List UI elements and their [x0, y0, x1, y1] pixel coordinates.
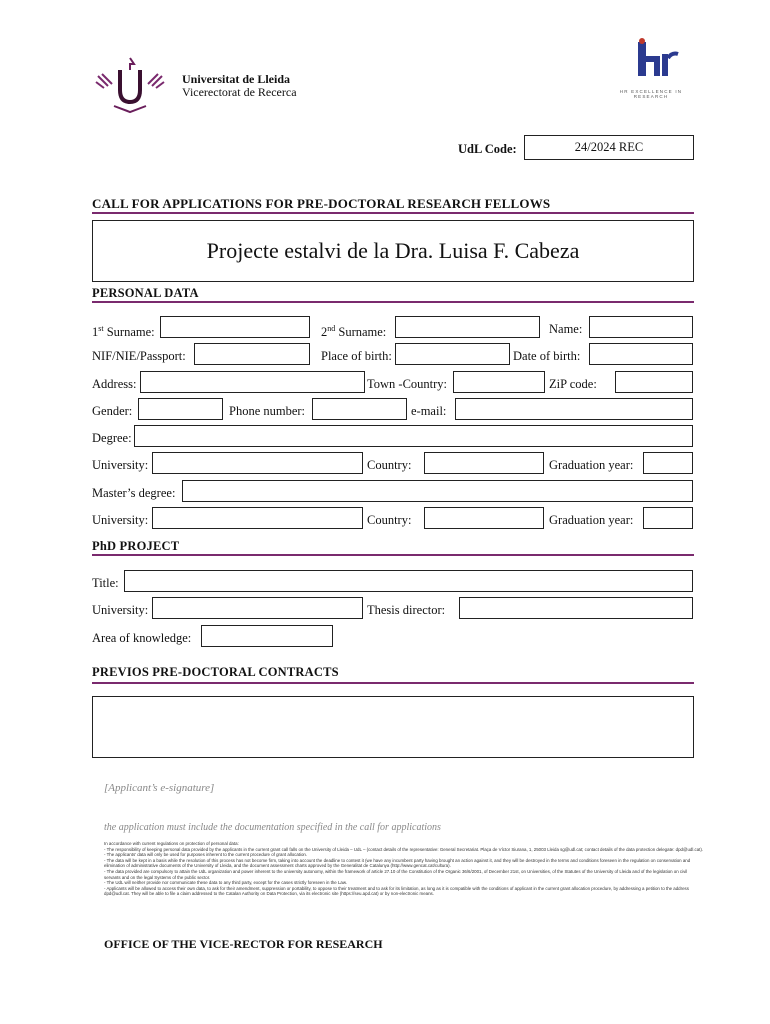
email-label: e-mail:: [411, 404, 447, 418]
previous-contracts-heading: PREVIOS PRE-DOCTORAL CONTRACTS: [92, 665, 339, 679]
udl-logo: [94, 56, 166, 116]
place-of-birth-label: Place of birth:: [321, 349, 392, 363]
hr-logo-text: HR EXCELLENCE IN RESEARCH: [619, 89, 683, 99]
privacy-line: - The data will be kept in a basis while the resolution of this process has not become firm, taking into account the deadline to contest it (we have any incumbent party having brought an action against it, and they will be destroyed in the terms and conditions foreseen in the regulation on conservation and elimination of administrative documents of the University of Lleida, and the document assessment charts approved by the Generalitat de Catalunya (http://www.gencat.cat/cultura).: [104, 857, 691, 869]
phone-field[interactable]: [312, 398, 407, 420]
phd-title-label: Title:: [92, 576, 119, 590]
privacy-line: - The UdL will neither provide nor communicate these data to any third party, except for the cases strictly foreseen in the Law.: [104, 880, 347, 886]
graduation-year-field[interactable]: [643, 452, 693, 474]
masters-field[interactable]: [182, 480, 693, 502]
town-country-label: Town -Country:: [367, 377, 448, 391]
privacy-line: - The responsibility of keeping personal data provided by the applicants in the current grant call falls on the University of Lleida – UdL – (contact details of the representative: General Secretariat. Plaça de Víctor Siurana, 1, 25003 Lleida sg@udl.cat; contact details of the data protection delegate: dpd@udl.cat).: [104, 846, 704, 852]
country2-label: Country:: [367, 513, 412, 527]
graduation-year-label: Graduation year:: [549, 458, 634, 472]
zip-code-field[interactable]: [615, 371, 693, 393]
graduation-year2-field[interactable]: [643, 507, 693, 529]
name-field[interactable]: [589, 316, 693, 338]
country-field[interactable]: [424, 452, 544, 474]
degree-field[interactable]: [134, 425, 693, 447]
email-field[interactable]: [455, 398, 693, 420]
udl-code-field[interactable]: [524, 135, 694, 160]
call-title-rule: [92, 212, 694, 214]
vicerectorat-name: Vicerectorat de Recerca: [182, 85, 297, 99]
footer-office: OFFICE OF THE VICE-RECTOR FOR RESEARCH: [104, 937, 383, 951]
thesis-director-label: Thesis director:: [367, 603, 446, 617]
privacy-line: - The applicants' data will only be used for purposes inherent to the current procedure of grant allocation.: [104, 852, 308, 858]
phd-university-label: University:: [92, 603, 149, 617]
surname2-field[interactable]: [395, 316, 540, 338]
university-name: Universitat de Lleida: [182, 72, 290, 86]
call-title: CALL FOR APPLICATIONS FOR PRE-DOCTORAL RESEARCH FELLOWS: [92, 196, 551, 211]
country-label: Country:: [367, 458, 412, 472]
thesis-director-field[interactable]: [459, 597, 693, 619]
surname2-label-text: Surname:: [338, 325, 387, 340]
area-of-knowledge-label: Area of knowledge:: [92, 631, 192, 645]
surname1-label-text: Surname:: [106, 325, 155, 340]
town-country-field[interactable]: [453, 371, 545, 393]
address-label: Address:: [92, 377, 137, 391]
phd-project-heading: PhD PROJECT: [92, 539, 180, 553]
surname2-label: 2nd Surname:: [321, 324, 387, 340]
previous-contracts-field[interactable]: [92, 696, 694, 758]
privacy-line: In accordance with current regulations on protection of personal data:: [104, 841, 239, 846]
project-title-box: [92, 220, 694, 282]
udl-logo-icon: [94, 56, 166, 116]
surname1-label: 1st Surname:: [92, 324, 155, 340]
area-of-knowledge-field[interactable]: [201, 625, 333, 647]
address-field[interactable]: [140, 371, 365, 393]
nif-field[interactable]: [194, 343, 310, 365]
documentation-note: the application must include the documentation specified in the call for applications: [104, 822, 441, 833]
phd-project-rule: [92, 554, 694, 556]
university-label: University:: [92, 458, 149, 472]
university-field[interactable]: [152, 452, 363, 474]
country2-field[interactable]: [424, 507, 544, 529]
phd-university-field[interactable]: [152, 597, 363, 619]
university2-label: University:: [92, 513, 149, 527]
gender-field[interactable]: [138, 398, 223, 420]
nif-label: NIF/NIE/Passport:: [92, 349, 186, 363]
privacy-notice: [104, 841, 704, 897]
privacy-line: - Applicants will be allowed to access their own data, to ask for their amendment, suppression or portability, to oppose to their treatment and to ask for its limitation, as long as it is compatible with the conditions of applicant in the current grant allocation procedure, by addressing a petition to the address dpd@udl.cat. They will be able to file a claim addressed to the Catalan Authority on Data Protection, via its electronic site (https://seu.apd.cat) or by non-electronic means.: [104, 885, 689, 897]
date-of-birth-field[interactable]: [589, 343, 693, 365]
phone-label: Phone number:: [229, 404, 306, 418]
surname1-field[interactable]: [160, 316, 310, 338]
signature-placeholder[interactable]: [Applicant’s e-signature]: [104, 782, 215, 794]
hr-logo-icon: [610, 38, 692, 82]
date-of-birth-label: Date of birth:: [513, 349, 581, 363]
hr-excellence-logo: [610, 38, 692, 99]
personal-data-rule: [92, 301, 694, 303]
graduation-year2-label: Graduation year:: [549, 513, 634, 527]
project-title: Projecte estalvi de la Dra. Luisa F. Cabeza: [206, 238, 580, 263]
personal-data-heading: PERSONAL DATA: [92, 286, 199, 300]
zip-code-label: ZiP code:: [549, 377, 597, 391]
phd-title-field[interactable]: [124, 570, 693, 592]
privacy-line: - The data provided are compulsory to attain the UdL organization and power inherent to the university autonomy, within the framework of article 27.10 of the Constitution of the Organic 36/6/2001, of December 21st, on Universities, of the Statutes of the University of Lleida and of the legislation on civil servants and on the legal Systems of the public sector.: [104, 868, 688, 880]
udl-code-value: 24/2024 REC: [574, 140, 644, 154]
university2-field[interactable]: [152, 507, 363, 529]
masters-label: Master’s degree:: [92, 486, 176, 500]
degree-label: Degree:: [92, 431, 132, 445]
name-label: Name:: [549, 322, 583, 336]
previous-contracts-rule: [92, 682, 694, 684]
gender-label: Gender:: [92, 404, 133, 418]
place-of-birth-field[interactable]: [395, 343, 510, 365]
udl-code-label: UdL Code:: [458, 142, 517, 156]
